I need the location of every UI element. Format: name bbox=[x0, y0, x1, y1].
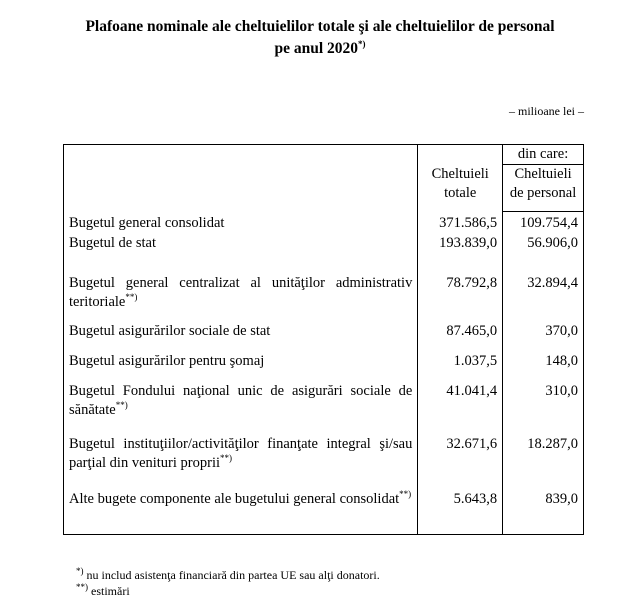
document-title bbox=[0, 16, 640, 38]
footnote-2-text: estimări bbox=[88, 584, 130, 598]
row-personal: 370,0 bbox=[503, 322, 584, 352]
header-personal-line2: de personal bbox=[509, 185, 577, 201]
footnote-2 bbox=[76, 584, 130, 599]
budget-table bbox=[63, 144, 584, 535]
header-total-line2: totale bbox=[444, 185, 477, 201]
row-label: Bugetul Fondului naţional unic de asigurări sociale de sănătate**) bbox=[64, 382, 418, 435]
table-row bbox=[64, 322, 584, 352]
row-label: Alte bugete componente ale bugetului general consolidat**) bbox=[64, 490, 418, 535]
row-personal: 32.894,4 bbox=[503, 274, 584, 322]
table-row bbox=[64, 274, 584, 322]
footnote-2-mark: **) bbox=[76, 582, 88, 592]
row-personal: 18.287,0 bbox=[503, 435, 584, 490]
row-total: 41.041,4 bbox=[418, 382, 503, 435]
row-personal: 56.906,0 bbox=[503, 234, 584, 274]
header-din-care: din care: bbox=[503, 145, 584, 165]
row-total: 371.586,5 bbox=[418, 212, 503, 234]
header-personal-line1: Cheltuieli bbox=[514, 166, 572, 182]
row-personal: 109.754,4 bbox=[503, 212, 584, 234]
row-label: Bugetul general consolidat bbox=[64, 212, 418, 234]
title-line-1: Plafoane nominale ale cheltuielilor totale şi ale cheltuielilor de personal bbox=[85, 18, 555, 35]
title-footnote-mark: *) bbox=[358, 38, 366, 49]
row-label: Bugetul de stat bbox=[64, 234, 418, 274]
title-line-2: pe anul 2020 bbox=[274, 40, 359, 57]
row-label: Bugetul asigurărilor pentru şomaj bbox=[64, 352, 418, 382]
row-total: 1.037,5 bbox=[418, 352, 503, 382]
header-personal bbox=[503, 165, 584, 212]
table-row bbox=[64, 352, 584, 382]
row-label: Bugetul asigurărilor sociale de stat bbox=[64, 322, 418, 352]
table-row bbox=[64, 234, 584, 274]
row-personal: 839,0 bbox=[503, 490, 584, 535]
table-row bbox=[64, 212, 584, 234]
footnote-1 bbox=[76, 568, 380, 583]
table-row bbox=[64, 382, 584, 435]
row-personal: 148,0 bbox=[503, 352, 584, 382]
row-total: 193.839,0 bbox=[418, 234, 503, 274]
header-row-1 bbox=[64, 145, 584, 165]
row-total: 87.465,0 bbox=[418, 322, 503, 352]
header-empty-cell bbox=[64, 145, 418, 212]
row-personal: 310,0 bbox=[503, 382, 584, 435]
row-total: 78.792,8 bbox=[418, 274, 503, 322]
row-label: Bugetul instituţiilor/activităţilor finanţate integral şi/sau parţial din venituri proprii**) bbox=[64, 435, 418, 490]
document-title-line-2 bbox=[0, 38, 640, 60]
row-total: 32.671,6 bbox=[418, 435, 503, 490]
row-total: 5.643,8 bbox=[418, 490, 503, 535]
table-row bbox=[64, 490, 584, 535]
header-total bbox=[418, 145, 503, 212]
header-total-line1: Cheltuieli bbox=[431, 166, 489, 182]
table-row bbox=[64, 435, 584, 490]
units-label: – milioane lei – bbox=[509, 104, 584, 118]
row-label: Bugetul general centralizat al unităţilor administrativ teritoriale**) bbox=[64, 274, 418, 322]
footnote-1-text: nu includ asistenţa financiară din partea UE sau alţi donatori. bbox=[83, 568, 380, 582]
footnote-1-mark: *) bbox=[76, 566, 84, 576]
